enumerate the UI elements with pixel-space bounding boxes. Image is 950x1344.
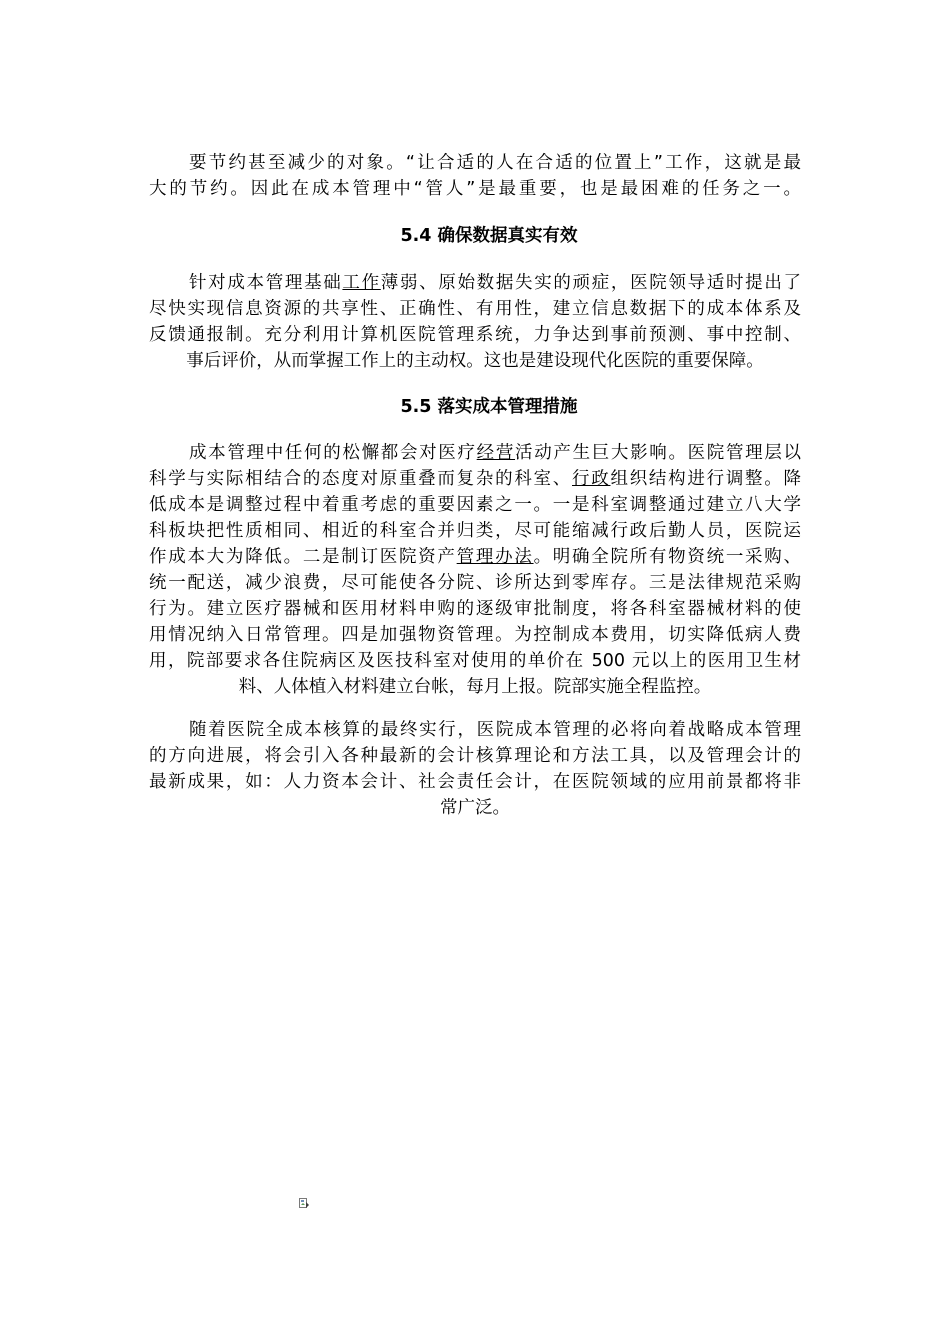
- text-line: 随着医院全成本核算的最终实行，医院成本管理的必将向着战略成本管理: [189, 720, 801, 740]
- text-line: 料、人体植入材料建立台帐，每月上报。院部实施全程监控。: [238, 677, 712, 697]
- text-line: [149, 544, 801, 570]
- text-line: 事后评价，从而掌握工作上的主动权。这也是建设现代化医院的重要保障。: [186, 351, 764, 371]
- text-line: 的方向进展，将会引入各种最新的会计核算理论和方法工具，以及管理会计的: [149, 746, 801, 766]
- text-line: 用，院部要求各住院病区及医技科室对使用的单价在 500 元以上的医用卫生材: [149, 651, 801, 671]
- text-segment: 针对成本管理基础: [189, 273, 343, 293]
- text-segment: 科学与实际相结合的态度对原重叠而复杂的科室、: [149, 469, 572, 489]
- text-line: 要节约甚至减少的对象。“让合适的人在合适的位置上”工作，这就是最: [189, 153, 801, 173]
- broken-image-icon: [298, 1197, 310, 1209]
- link-operation[interactable]: 经营: [476, 443, 516, 463]
- text-line: [149, 270, 801, 296]
- section-heading-5-5: 5.5 落实成本管理措施: [400, 397, 578, 417]
- text-line: 统一配送，减少浪费，尽可能使各分院、诊所达到零库存。三是法律规范采购: [149, 573, 801, 593]
- link-work[interactable]: 工作: [342, 273, 381, 293]
- text-line: 科板块把性质相同、相近的科室合并归类，尽可能缩减行政后勤人员，医院运: [149, 521, 801, 541]
- text-line: 大的节约。因此在成本管理中“管人”是最重要，也是最困难的任务之一。: [149, 179, 801, 199]
- text-line: [149, 440, 801, 466]
- text-line: 用情况纳入日常管理。四是加强物资管理。为控制成本费用，切实降低病人费: [149, 625, 801, 645]
- link-administration[interactable]: 行政: [572, 469, 611, 489]
- text-segment: 成本管理中任何的松懈都会对医疗: [189, 443, 477, 463]
- text-segment: 。明确全院所有物资统一采购、: [533, 547, 802, 567]
- text-line: 低成本是调整过程中着重考虑的重要因素之一。一是科室调整通过建立八大学: [149, 495, 801, 515]
- text-line: [149, 466, 801, 492]
- text-segment: 作成本大为降低。二是制订医院资产: [149, 547, 457, 567]
- section-heading-5-4: 5.4 确保数据真实有效: [400, 226, 578, 246]
- text-segment: 组织结构进行调整。降: [610, 469, 802, 489]
- text-segment: 薄弱、原始数据失实的顽症，医院领导适时提出了: [380, 273, 802, 293]
- text-line: 反馈通报制。充分利用计算机医院管理系统，力争达到事前预测、事中控制、: [149, 325, 801, 345]
- text-segment: 活动产生巨大影响。医院管理层以: [515, 443, 802, 463]
- text-line: 行为。建立医疗器械和医用材料申购的逐级审批制度，将各科室器械材料的使: [149, 599, 801, 619]
- text-line: 常广泛。: [440, 798, 510, 818]
- text-line: 最新成果，如：人力资本会计、社会责任会计，在医院领域的应用前景都将非: [149, 772, 801, 792]
- link-management-method[interactable]: 管理办法: [456, 547, 534, 567]
- text-line: 尽快实现信息资源的共享性、正确性、有用性，建立信息数据下的成本体系及: [149, 299, 801, 319]
